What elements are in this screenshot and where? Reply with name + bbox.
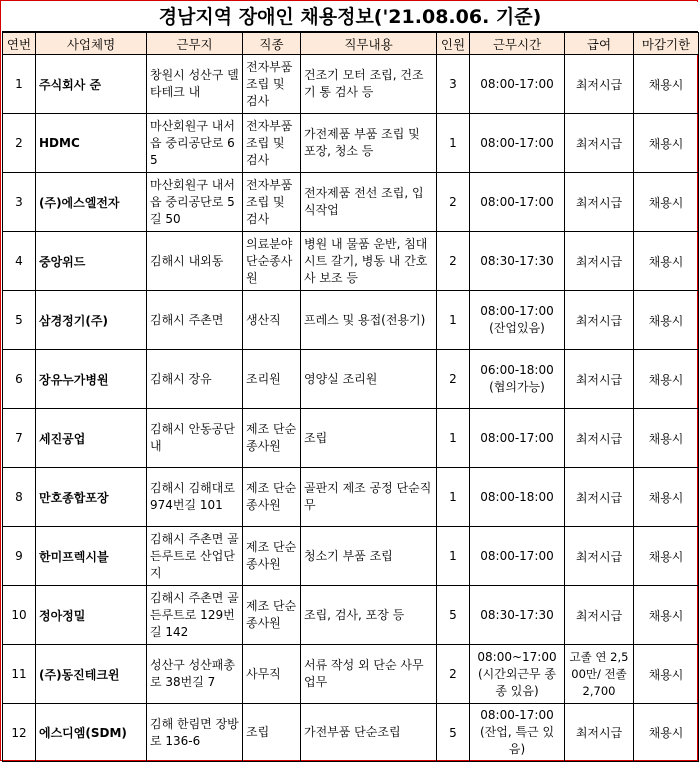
table-row — [3, 645, 699, 704]
cell-deadline: 채용시 — [634, 350, 699, 409]
cell-duties: 조립, 검사, 포장 등 — [301, 586, 437, 645]
table-row — [3, 350, 699, 409]
cell-deadline: 채용시 — [634, 527, 699, 586]
cell-count: 2 — [437, 232, 470, 291]
cell-no: 3 — [3, 173, 36, 232]
cell-company: 에스디엠(SDM) — [36, 704, 147, 762]
cell-count: 2 — [437, 350, 470, 409]
cell-duties: 영양실 조리원 — [301, 350, 437, 409]
cell-hours: 06:00-18:00 (협의가능) — [470, 350, 565, 409]
cell-pay: 최저시급 — [565, 350, 634, 409]
cell-job-type: 의료분야 단순종사원 — [243, 232, 301, 291]
cell-hours: 08:00-17:00 (잔업있음) — [470, 291, 565, 350]
cell-location: 김해 한림면 장방로 136-6 — [147, 704, 243, 762]
cell-no: 9 — [3, 527, 36, 586]
cell-company: 삼경정기(주) — [36, 291, 147, 350]
header-location: 근무지 — [147, 33, 243, 55]
cell-location: 김해시 주촌면 골든루트로 산업단지 — [147, 527, 243, 586]
cell-deadline: 채용시 — [634, 291, 699, 350]
cell-company: (주)동진테크윈 — [36, 645, 147, 704]
cell-location: 마산회원구 내서읍 중리공단로 5길 50 — [147, 173, 243, 232]
cell-job-type: 제조 단순 종사원 — [243, 527, 301, 586]
cell-no: 12 — [3, 704, 36, 762]
header-count: 인원 — [437, 33, 470, 55]
cell-hours: 08:00-17:00 — [470, 173, 565, 232]
cell-deadline: 채용시 — [634, 645, 699, 704]
cell-no: 7 — [3, 409, 36, 468]
cell-deadline: 채용시 — [634, 232, 699, 291]
cell-pay: 최저시급 — [565, 55, 634, 114]
cell-job-type: 조립 — [243, 704, 301, 762]
cell-deadline: 채용시 — [634, 468, 699, 527]
cell-hours: 08:00-17:00 — [470, 114, 565, 173]
cell-deadline: 채용시 — [634, 704, 699, 762]
cell-hours: 08:30-17:30 — [470, 232, 565, 291]
job-listing-table — [2, 32, 699, 762]
cell-duties: 청소기 부품 조립 — [301, 527, 437, 586]
cell-count: 1 — [437, 527, 470, 586]
cell-count: 1 — [437, 291, 470, 350]
cell-company: 중앙위드 — [36, 232, 147, 291]
cell-company: 주식회사 준 — [36, 55, 147, 114]
cell-no: 11 — [3, 645, 36, 704]
cell-location: 김해시 김해대로 974번길 101 — [147, 468, 243, 527]
cell-company: HDMC — [36, 114, 147, 173]
table-row — [3, 527, 699, 586]
cell-pay: 최저시급 — [565, 468, 634, 527]
header-pay: 급여 — [565, 33, 634, 55]
cell-deadline: 채용시 — [634, 173, 699, 232]
cell-location: 김해시 안동공단 내 — [147, 409, 243, 468]
cell-job-type: 제조 단순 종사원 — [243, 468, 301, 527]
cell-no: 5 — [3, 291, 36, 350]
cell-duties: 건조기 모터 조립, 건조기 통 검사 등 — [301, 55, 437, 114]
table-row — [3, 55, 699, 114]
cell-count: 2 — [437, 645, 470, 704]
table-row — [3, 114, 699, 173]
cell-pay: 최저시급 — [565, 114, 634, 173]
cell-no: 8 — [3, 468, 36, 527]
cell-pay: 최저시급 — [565, 527, 634, 586]
cell-company: 만호종합포장 — [36, 468, 147, 527]
cell-company: 한미프렉시블 — [36, 527, 147, 586]
cell-pay: 최저시급 — [565, 704, 634, 762]
cell-no: 2 — [3, 114, 36, 173]
header-job-type: 직종 — [243, 33, 301, 55]
cell-duties: 가전부품 단순조립 — [301, 704, 437, 762]
cell-pay: 고졸 연 2,500만/ 전졸 2,700 — [565, 645, 634, 704]
cell-duties: 가전제품 부품 조립 및 포장, 청소 등 — [301, 114, 437, 173]
cell-location: 창원시 성산구 델타테크 내 — [147, 55, 243, 114]
cell-no: 6 — [3, 350, 36, 409]
cell-duties: 전자제품 전선 조립, 입식작업 — [301, 173, 437, 232]
cell-job-type: 전자부품 조립 및 검사 — [243, 114, 301, 173]
cell-count: 1 — [437, 468, 470, 527]
cell-no: 10 — [3, 586, 36, 645]
cell-company: 정아정밀 — [36, 586, 147, 645]
cell-job-type: 제조 단순 종사원 — [243, 409, 301, 468]
cell-duties: 서류 작성 외 단순 사무 업무 — [301, 645, 437, 704]
cell-deadline: 채용시 — [634, 586, 699, 645]
cell-hours: 08:00-17:00 (잔업, 특근 있음) — [470, 704, 565, 762]
cell-hours: 08:00-18:00 — [470, 468, 565, 527]
cell-count: 2 — [437, 173, 470, 232]
cell-job-type: 사무직 — [243, 645, 301, 704]
cell-pay: 최저시급 — [565, 586, 634, 645]
cell-location: 성산구 성산패총로 38번길 7 — [147, 645, 243, 704]
cell-pay: 최저시급 — [565, 173, 634, 232]
cell-hours: 08:00-17:00 — [470, 55, 565, 114]
table-row — [3, 468, 699, 527]
cell-pay: 최저시급 — [565, 291, 634, 350]
cell-count: 5 — [437, 704, 470, 762]
cell-pay: 최저시급 — [565, 409, 634, 468]
header-no: 연번 — [3, 33, 36, 55]
cell-duties: 골판지 제조 공정 단순직무 — [301, 468, 437, 527]
header-hours: 근무시간 — [470, 33, 565, 55]
cell-duties: 프레스 및 용접(전용기) — [301, 291, 437, 350]
cell-no: 4 — [3, 232, 36, 291]
header-company: 사업체명 — [36, 33, 147, 55]
header-duties: 직무내용 — [301, 33, 437, 55]
cell-count: 1 — [437, 409, 470, 468]
cell-company: (주)에스엘전자 — [36, 173, 147, 232]
table-row — [3, 232, 699, 291]
cell-hours: 08:30-17:30 — [470, 586, 565, 645]
cell-job-type: 전자부품 조립 및 검사 — [243, 173, 301, 232]
cell-company: 장유누가병원 — [36, 350, 147, 409]
cell-hours: 08:00~17:00 (시간외근무 종종 있음) — [470, 645, 565, 704]
cell-deadline: 채용시 — [634, 409, 699, 468]
header-deadline: 마감기한 — [634, 33, 699, 55]
table-row — [3, 586, 699, 645]
header-row — [3, 33, 699, 55]
cell-job-type: 제조 단순 종사원 — [243, 586, 301, 645]
cell-duties: 병원 내 물품 운반, 침대시트 갈기, 병동 내 간호사 보조 등 — [301, 232, 437, 291]
cell-location: 김해시 장유 — [147, 350, 243, 409]
page-title: 경남지역 장애인 채용정보('21.08.06. 기준) — [2, 2, 698, 32]
cell-deadline: 채용시 — [634, 55, 699, 114]
cell-location: 마산회원구 내서읍 중리공단로 65 — [147, 114, 243, 173]
cell-hours: 08:00-17:00 — [470, 527, 565, 586]
cell-hours: 08:00-17:00 — [470, 409, 565, 468]
cell-job-type: 조리원 — [243, 350, 301, 409]
table-row — [3, 409, 699, 468]
cell-location: 김해시 내외동 — [147, 232, 243, 291]
cell-duties: 조립 — [301, 409, 437, 468]
cell-location: 김해시 주촌면 골든루트로 129번길 142 — [147, 586, 243, 645]
cell-count: 3 — [437, 55, 470, 114]
cell-deadline: 채용시 — [634, 114, 699, 173]
cell-no: 1 — [3, 55, 36, 114]
table-row — [3, 704, 699, 762]
table-row — [3, 291, 699, 350]
cell-count: 1 — [437, 114, 470, 173]
cell-location: 김해시 주촌면 — [147, 291, 243, 350]
cell-company: 세진공업 — [36, 409, 147, 468]
cell-job-type: 전자부품 조립 및 검사 — [243, 55, 301, 114]
cell-count: 5 — [437, 586, 470, 645]
table-row — [3, 173, 699, 232]
cell-pay: 최저시급 — [565, 232, 634, 291]
cell-job-type: 생산직 — [243, 291, 301, 350]
